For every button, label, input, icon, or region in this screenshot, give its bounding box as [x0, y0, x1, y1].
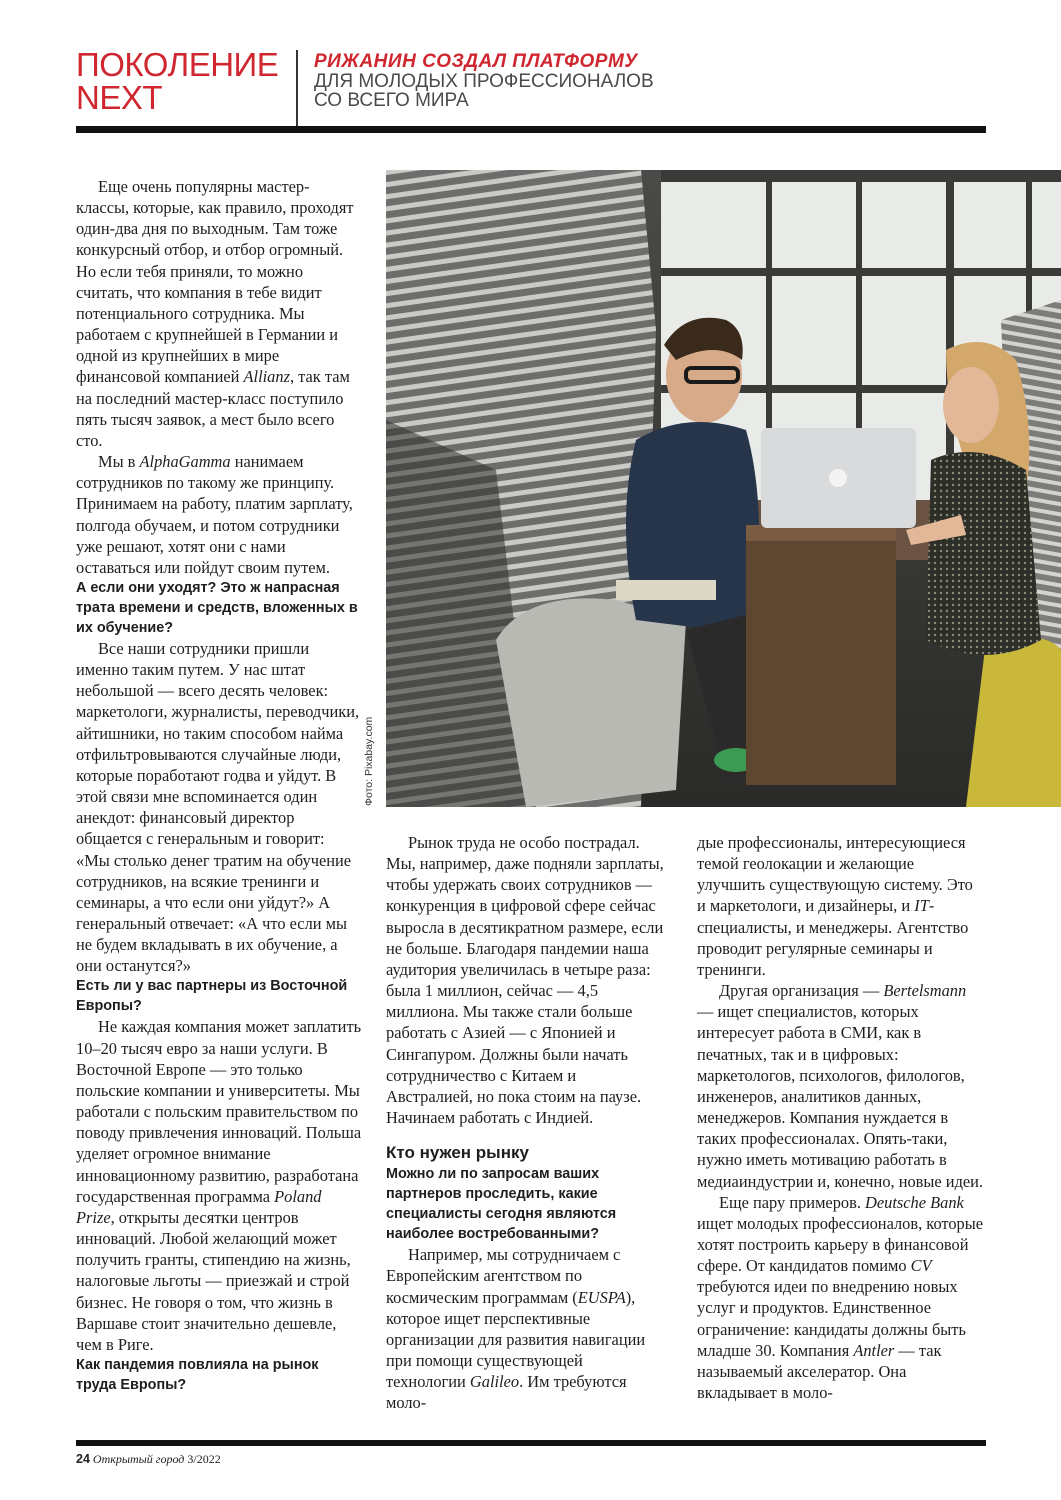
headline-red: РИЖАНИН СОЗДАЛ ПЛАТФОРМУ — [314, 51, 638, 72]
bottom-rule — [76, 1440, 986, 1446]
paragraph: Другая организация — Bertelsmann — ищет специалистов, которых интересует работа в СМИ, как в печатных, так и в цифровых: маркетологов, психологов, филологов, инженеров, аналитиков данных, менеджеров. Компания нуждается в таких профессионалах. Опять-таки, нужно иметь мотивацию работать в медиаиндустрии и, конечно, новые идеи. — [697, 981, 984, 1191]
paragraph: Например, мы сотрудничаем с Европейским агентством по космическим программам (EUSPA), которое ищет перспективные организации для развития навигации при помощи существующей технологии Galileo. Им требуются моло- — [386, 1245, 646, 1413]
photo-credit: Фото: Pixabay.com — [363, 716, 375, 806]
paragraph: Еще пару примеров. Deutsche Bank ищет молодых профессионалов, которые хотят построить карьеру в финансовой сфере. От кандидатов помимо CV требуются идеи по внедрению новых услуг и продуктов. Единственное ограничение: кандидаты должны быть младше 30. Компания Antler — так называемый акселератор. Она вкладывает в моло- — [697, 1192, 984, 1403]
article-photo — [386, 170, 1061, 807]
laptop-photo-icon — [386, 170, 1061, 807]
issue-number: 3/2022 — [187, 1452, 221, 1466]
section-title — [76, 48, 291, 114]
interview-question: Можно ли по запросам ваших партнеров проследить, какие специалисты сегодня являются наиболее востребованными? — [386, 1166, 617, 1243]
magazine-name: Открытый город — [92, 1452, 185, 1466]
interview-question: А если они уходят? Это ж напрасная трата времени и средств, вложенных в их обучение? — [76, 579, 358, 636]
headline-line2: ДЛЯ МОЛОДЫХ ПРОФЕССИОНАЛОВ — [314, 71, 654, 92]
page-footer — [76, 1452, 221, 1467]
paragraph: Мы в AlphaGamma нанимаем сотрудников по такому же принципу. Принимаем на работу, платим зарплату, полгода обучаем, и потом сотрудники уже решают, хотят они с нами оставаться или пойдут своим путем. — [76, 452, 353, 577]
top-rule — [76, 126, 986, 133]
column-3 — [697, 832, 984, 1403]
section-title-line1: ПОКОЛЕНИЕ — [76, 46, 279, 83]
interview-question: Есть ли у вас партнеры из Восточной Европы? — [76, 978, 348, 1015]
paragraph: Не каждая компания может заплатить 10–20 тысяч евро за наши услуги. В Восточной Европе — это только польские компании и университеты. Мы работали с польским правительством по поводу привлечения инноваций. Польша уделяет огромное внимание инновационному развитию, разработана государственная программа Poland Prize, открыты десятки центров инноваций. Любой желающий может получить гранты, стипендию на жизнь, налоговые льготы — приезжай и строй бизнес. Не говоря о том, что жизнь в Варшаве стоит значительно дешевле, чем в Риге. — [76, 1017, 362, 1354]
paragraph: Все наши сотрудники пришли именно таким путем. У нас штат небольшой — всего десять человек: маркетологи, журналисты, переводчики, айтишники, но таким способом найма отфильтровываются случайные люди, которые поработают годва и уйдут. В этой связи мне вспоминается один анекдот: финансовый директор общается с генеральным и говорит: «Мы столько денег тратим на обучение сотрудников, на всякие тренинги и семинары, а что если они уйдут?» А генеральный отвечает: «А что если мы не будем вкладывать в их обучение, а они останутся?» — [76, 638, 360, 976]
section-title-line2: NEXT — [76, 79, 163, 116]
paragraph: Еще очень популярны мастер-классы, которые, как правило, проходят один-два дня по выходным. Там тоже конкурсный отбор, и отбор огромный. Но если тебя приняли, то можно считать, что компания в тебе видит потенциального сотрудника. Мы работаем с крупнейшей в Германии и одной из крупнейших в мире финансовой компанией Allianz, так там на последний мастер-класс поступило пять тысяч заявок, а мест было всего сто. — [76, 177, 354, 450]
subheading: Кто нужен рынку — [386, 1143, 529, 1163]
paragraph: дые профессионалы, интересующиеся темой геолокации и желающие улучшить существующую систему. Это и маркетологи, и дизайнеры, и IT-специалисты, и менеджеры. Агентство проводит регулярные семинары и тренинги. — [697, 833, 973, 979]
interview-question: Как пандемия повлияла на рынок труда Европы? — [76, 1356, 319, 1393]
headline-line3: СО ВСЕГО МИРА — [314, 90, 469, 111]
column-2 — [386, 832, 666, 1413]
paragraph: Рынок труда не особо пострадал. Мы, например, даже подняли зарплаты, чтобы удержать своих сотрудников — конкуренция в цифровой сфере сейчас выросла в десятикратном размере, если не больше. Благодаря пандемии наша аудитория увеличилась в четыре раза: была 1 миллион, сейчас — 4,5 миллиона. Мы также стали больше работать с Азией — с Японией и Сингапуром. Должны были начать сотрудничество с Китаем и Австралией, но пока стоим на паузе. Начинаем работать с Индией. — [386, 833, 664, 1128]
article-headline — [314, 52, 774, 110]
column-1 — [76, 176, 362, 1395]
header-divider — [296, 50, 298, 126]
page-number: 24 — [76, 1452, 90, 1466]
